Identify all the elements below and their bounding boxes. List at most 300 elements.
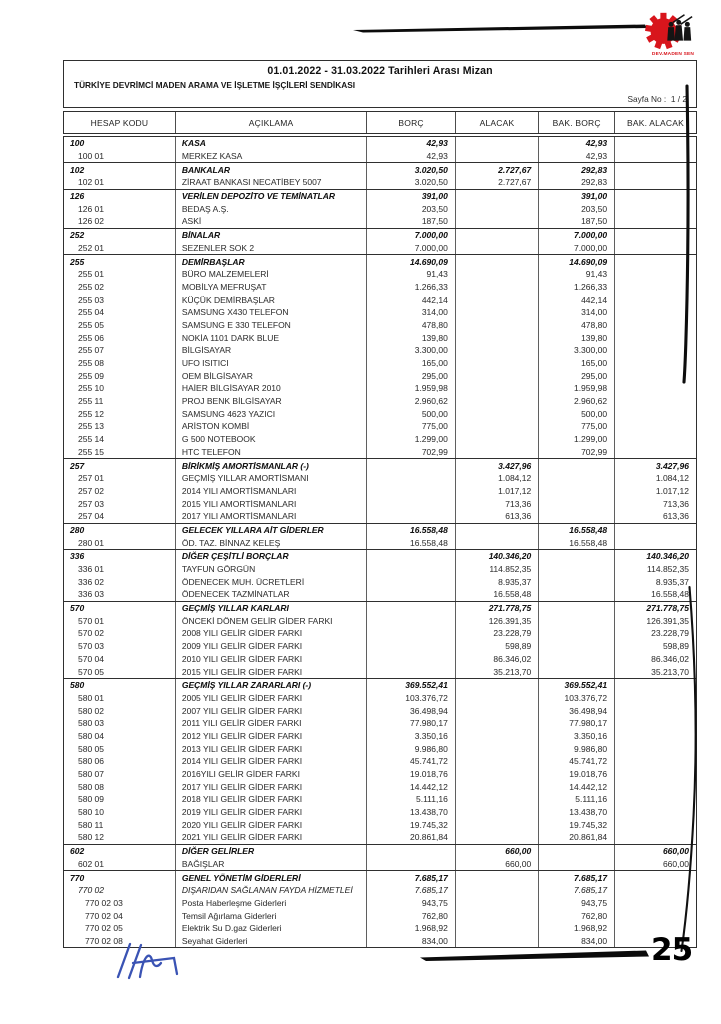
cell-account-code: 570 xyxy=(64,602,176,615)
cell-account-code: 336 02 xyxy=(64,575,176,588)
account-group xyxy=(64,678,696,844)
cell-description: 2021 YILI GELİR GİDER FARKI xyxy=(176,831,367,844)
cell-description: 2005 YILI GELİR GİDER FARKI xyxy=(176,692,367,705)
cell-borc: 943,75 xyxy=(367,897,455,910)
table-row xyxy=(64,459,696,472)
cell-alacak xyxy=(456,268,539,281)
cell-alacak xyxy=(456,780,539,793)
cell-borc xyxy=(367,485,455,498)
cell-alacak xyxy=(456,202,539,215)
cell-bak-alacak xyxy=(615,331,696,344)
cell-borc: 391,00 xyxy=(367,190,455,203)
cell-account-code: 770 xyxy=(64,871,176,884)
cell-description: Temsil Ağırlama Giderleri xyxy=(176,909,367,922)
cell-alacak: 2.727,67 xyxy=(456,176,539,189)
cell-bak-borc: 14.442,12 xyxy=(539,780,615,793)
cell-bak-borc: 702,99 xyxy=(539,446,615,459)
table-row xyxy=(64,536,696,549)
cell-alacak xyxy=(456,407,539,420)
cell-borc xyxy=(367,845,455,858)
cell-bak-borc: 3.300,00 xyxy=(539,344,615,357)
cell-description: SAMSUNG E 330 TELEFON xyxy=(176,319,367,332)
cell-borc: 9.986,80 xyxy=(367,742,455,755)
cell-bak-borc: 1.959,98 xyxy=(539,382,615,395)
cell-account-code: 580 05 xyxy=(64,742,176,755)
cell-alacak: 8.935,37 xyxy=(456,575,539,588)
cell-bak-borc: 478,80 xyxy=(539,319,615,332)
table-row xyxy=(64,640,696,653)
table-row xyxy=(64,755,696,768)
cell-account-code: 102 xyxy=(64,163,176,176)
cell-bak-borc xyxy=(539,602,615,615)
cell-borc: 7.685,17 xyxy=(367,871,455,884)
cell-bak-alacak xyxy=(615,884,696,897)
cell-description: ÖNCEKİ DÖNEM GELİR GİDER FARKI xyxy=(176,614,367,627)
cell-bak-borc: 139,80 xyxy=(539,331,615,344)
cell-alacak: 1.084,12 xyxy=(456,472,539,485)
cell-alacak: 598,89 xyxy=(456,640,539,653)
account-group xyxy=(64,549,696,601)
cell-description: BAĞIŞLAR xyxy=(176,858,367,871)
cell-bak-alacak xyxy=(615,717,696,730)
cell-bak-borc: 292,83 xyxy=(539,163,615,176)
cell-alacak xyxy=(456,755,539,768)
cell-bak-alacak xyxy=(615,202,696,215)
cell-alacak xyxy=(456,242,539,255)
cell-account-code: 602 01 xyxy=(64,858,176,871)
cell-bak-borc: 7.000,00 xyxy=(539,229,615,242)
table-row xyxy=(64,614,696,627)
cell-bak-alacak xyxy=(615,420,696,433)
table-row xyxy=(64,510,696,523)
table-row xyxy=(64,281,696,294)
cell-account-code: 280 xyxy=(64,524,176,537)
table-row xyxy=(64,858,696,871)
cell-alacak xyxy=(456,730,539,743)
cell-bak-alacak xyxy=(615,395,696,408)
cell-bak-alacak: 16.558,48 xyxy=(651,589,689,600)
table-row xyxy=(64,665,696,678)
table-row xyxy=(64,742,696,755)
cell-account-code: 257 01 xyxy=(64,472,176,485)
cell-bak-alacak: 1.017,12 xyxy=(655,485,689,496)
cell-bak-alacak xyxy=(615,897,696,910)
cell-description: 2014 YILI AMORTİSMANLARI xyxy=(176,485,367,498)
cell-alacak: 3.427,96 xyxy=(456,459,539,472)
cell-borc xyxy=(367,575,455,588)
cell-bak-alacak xyxy=(615,137,696,150)
table-row xyxy=(64,382,696,395)
cell-account-code: 770 02 03 xyxy=(64,897,176,910)
cell-borc: 139,80 xyxy=(367,331,455,344)
scan-line-bottom xyxy=(418,948,658,964)
cell-borc: 7.000,00 xyxy=(367,242,455,255)
cell-bak-alacak xyxy=(615,176,696,189)
cell-bak-alacak xyxy=(615,293,696,306)
cell-bak-alacak xyxy=(615,831,696,844)
cell-bak-borc xyxy=(539,563,615,576)
cell-bak-alacak: 660,00 xyxy=(662,846,689,857)
cell-account-code: 770 02 04 xyxy=(64,909,176,922)
cell-borc: 500,00 xyxy=(367,407,455,420)
union-logo xyxy=(644,9,702,57)
cell-description: SAMSUNG X430 TELEFON xyxy=(176,306,367,319)
table-row xyxy=(64,653,696,666)
cell-description: 2015 YILI GELİR GİDER FARKI xyxy=(176,665,367,678)
cell-bak-borc: 314,00 xyxy=(539,306,615,319)
cell-bak-borc xyxy=(539,845,615,858)
cell-bak-alacak xyxy=(615,909,696,922)
cell-bak-borc: 442,14 xyxy=(539,293,615,306)
cell-alacak: 23.228,79 xyxy=(456,627,539,640)
cell-bak-borc xyxy=(539,588,615,601)
cell-alacak xyxy=(456,150,539,163)
cell-borc: 165,00 xyxy=(367,357,455,370)
cell-bak-borc xyxy=(539,627,615,640)
cell-bak-alacak xyxy=(615,742,696,755)
account-group xyxy=(64,458,696,522)
cell-bak-alacak xyxy=(615,229,696,242)
cell-bak-alacak: 23.228,79 xyxy=(651,628,689,639)
cell-bak-borc: 3.350,16 xyxy=(539,730,615,743)
cell-bak-alacak xyxy=(615,319,696,332)
cell-bak-alacak: 598,89 xyxy=(662,641,689,652)
cell-bak-alacak: 140.346,20 xyxy=(646,551,689,562)
cell-borc: 42,93 xyxy=(367,150,455,163)
cell-borc: 2.960,62 xyxy=(367,395,455,408)
table-row xyxy=(64,717,696,730)
cell-description: ARİSTON KOMBİ xyxy=(176,420,367,433)
cell-bak-alacak xyxy=(615,255,696,268)
cell-borc: 91,43 xyxy=(367,268,455,281)
cell-account-code: 255 14 xyxy=(64,433,176,446)
cell-account-code: 580 01 xyxy=(64,692,176,705)
cell-borc xyxy=(367,550,455,563)
cell-description: 2016YILI GELİR GİDER FARKI xyxy=(176,768,367,781)
cell-account-code: 580 06 xyxy=(64,755,176,768)
cell-account-code: 255 06 xyxy=(64,331,176,344)
cell-bak-alacak xyxy=(615,242,696,255)
account-group xyxy=(64,844,696,870)
col-aciklama: AÇIKLAMA xyxy=(176,112,367,133)
cell-bak-borc: 391,00 xyxy=(539,190,615,203)
table-header xyxy=(63,111,697,134)
table-row xyxy=(64,692,696,705)
cell-account-code: 770 02 05 xyxy=(64,922,176,935)
table-row xyxy=(64,627,696,640)
cell-borc: 187,50 xyxy=(367,215,455,228)
cell-alacak xyxy=(456,704,539,717)
col-borc: BORÇ xyxy=(367,112,455,133)
organization-name: TÜRKİYE DEVRİMCİ MADEN ARAMA VE İŞLETME İŞÇİLERİ SENDİKASI xyxy=(74,80,356,90)
table-row xyxy=(64,319,696,332)
table-row xyxy=(64,679,696,692)
cell-alacak: 613,36 xyxy=(456,510,539,523)
cell-alacak: 2.727,67 xyxy=(456,163,539,176)
cell-borc: 14.442,12 xyxy=(367,780,455,793)
cell-description: ASKİ xyxy=(176,215,367,228)
table-row xyxy=(64,922,696,935)
cell-bak-borc: 13.438,70 xyxy=(539,806,615,819)
cell-bak-borc: 775,00 xyxy=(539,420,615,433)
cell-description: DİĞER GELİRLER xyxy=(176,845,367,858)
cell-alacak: 660,00 xyxy=(456,858,539,871)
table-row xyxy=(64,575,696,588)
cell-account-code: 255 07 xyxy=(64,344,176,357)
cell-bak-borc xyxy=(539,653,615,666)
cell-description: 2010 YILI GELİR GİDER FARKI xyxy=(176,653,367,666)
cell-bak-alacak xyxy=(615,524,696,537)
cell-bak-alacak xyxy=(615,215,696,228)
table-row xyxy=(64,472,696,485)
cell-account-code: 257 04 xyxy=(64,510,176,523)
cell-bak-alacak xyxy=(615,163,696,176)
cell-bak-alacak xyxy=(615,768,696,781)
cell-description: 2014 YILI GELİR GİDER FARKI xyxy=(176,755,367,768)
cell-bak-alacak xyxy=(615,150,696,163)
table-row xyxy=(64,202,696,215)
table-row xyxy=(64,369,696,382)
table-row xyxy=(64,433,696,446)
cell-alacak xyxy=(456,319,539,332)
cell-alacak xyxy=(456,357,539,370)
cell-borc: 13.438,70 xyxy=(367,806,455,819)
cell-alacak: 16.558,48 xyxy=(456,588,539,601)
cell-account-code: 580 12 xyxy=(64,831,176,844)
cell-account-code: 257 xyxy=(64,459,176,472)
cell-bak-borc xyxy=(539,472,615,485)
cell-alacak xyxy=(456,793,539,806)
cell-borc xyxy=(367,459,455,472)
cell-bak-alacak xyxy=(615,433,696,446)
col-alacak: ALACAK xyxy=(456,112,539,133)
cell-description: GELECEK YILLARA AİT GİDERLER xyxy=(176,524,367,537)
cell-account-code: 255 13 xyxy=(64,420,176,433)
cell-borc xyxy=(367,858,455,871)
cell-bak-borc: 5.111,16 xyxy=(539,793,615,806)
cell-description: BİRİKMİŞ AMORTİSMANLAR (-) xyxy=(176,459,367,472)
cell-account-code: 126 02 xyxy=(64,215,176,228)
col-hesap-kodu: HESAP KODU xyxy=(64,112,176,133)
cell-bak-borc: 165,00 xyxy=(539,357,615,370)
cell-description: OEM BİLGİSAYAR xyxy=(176,369,367,382)
cell-description: BANKALAR xyxy=(176,163,367,176)
cell-bak-borc: 36.498,94 xyxy=(539,704,615,717)
table-row xyxy=(64,831,696,844)
cell-description: 2011 YILI GELİR GİDER FARKI xyxy=(176,717,367,730)
cell-bak-borc: 19.745,32 xyxy=(539,818,615,831)
table-row xyxy=(64,306,696,319)
cell-bak-borc: 91,43 xyxy=(539,268,615,281)
cell-borc: 19.745,32 xyxy=(367,818,455,831)
cell-bak-borc: 187,50 xyxy=(539,215,615,228)
cell-alacak: 713,36 xyxy=(456,497,539,510)
cell-bak-alacak xyxy=(615,730,696,743)
cell-bak-alacak xyxy=(615,190,696,203)
cell-bak-alacak: 3.427,96 xyxy=(655,460,689,471)
cell-description: GEÇMİŞ YILLAR ZARARLARI (-) xyxy=(176,679,367,692)
cell-account-code: 255 05 xyxy=(64,319,176,332)
table-row xyxy=(64,293,696,306)
cell-account-code: 126 01 xyxy=(64,202,176,215)
table-row xyxy=(64,150,696,163)
cell-description: PROJ BENK BİLGİSAYAR xyxy=(176,395,367,408)
cell-account-code: 257 02 xyxy=(64,485,176,498)
table-row xyxy=(64,190,696,203)
cell-account-code: 580 03 xyxy=(64,717,176,730)
table-row xyxy=(64,602,696,615)
cell-bak-borc xyxy=(539,459,615,472)
cell-description: GEÇMİŞ YILLAR KARLARI xyxy=(176,602,367,615)
table-row xyxy=(64,806,696,819)
table-row xyxy=(64,780,696,793)
cell-account-code: 257 03 xyxy=(64,497,176,510)
cell-bak-borc: 369.552,41 xyxy=(539,679,615,692)
table-row xyxy=(64,884,696,897)
cell-bak-alacak: 114.852,35 xyxy=(647,564,689,575)
scan-line-top xyxy=(353,23,655,35)
cell-account-code: 770 02 08 xyxy=(64,935,176,948)
cell-borc: 16.558,48 xyxy=(367,524,455,537)
cell-description: Seyahat Giderleri xyxy=(176,935,367,948)
cell-bak-alacak: 713,36 xyxy=(662,498,689,509)
account-group xyxy=(64,254,696,458)
cell-description: TAYFUN GÖRGÜN xyxy=(176,563,367,576)
cell-bak-borc: 1.266,33 xyxy=(539,281,615,294)
table-row xyxy=(64,897,696,910)
table-row xyxy=(64,909,696,922)
cell-bak-borc: 77.980,17 xyxy=(539,717,615,730)
cell-alacak: 1.017,12 xyxy=(456,485,539,498)
table-row xyxy=(64,395,696,408)
cell-bak-borc xyxy=(539,510,615,523)
cell-bak-borc: 292,83 xyxy=(539,176,615,189)
cell-description: ZİRAAT BANKASI NECATİBEY 5007 xyxy=(176,176,367,189)
account-group xyxy=(64,523,696,549)
table-row xyxy=(64,563,696,576)
cell-borc: 1.959,98 xyxy=(367,382,455,395)
cell-account-code: 255 04 xyxy=(64,306,176,319)
cell-borc xyxy=(367,510,455,523)
cell-bak-alacak: 126.391,35 xyxy=(646,615,689,626)
table-row xyxy=(64,524,696,537)
cell-bak-alacak: 35.213,70 xyxy=(651,666,689,677)
cell-description: 2009 YILI GELİR GİDER FARKI xyxy=(176,640,367,653)
cell-borc: 1.266,33 xyxy=(367,281,455,294)
cell-alacak xyxy=(456,395,539,408)
cell-bak-borc: 42,93 xyxy=(539,137,615,150)
cell-alacak xyxy=(456,524,539,537)
cell-bak-borc: 943,75 xyxy=(539,897,615,910)
cell-account-code: 255 12 xyxy=(64,407,176,420)
cell-alacak xyxy=(456,818,539,831)
cell-account-code: 100 01 xyxy=(64,150,176,163)
cell-borc: 3.020,50 xyxy=(367,163,455,176)
account-group xyxy=(64,162,696,188)
cell-alacak: 86.346,02 xyxy=(456,653,539,666)
page-number: 25 xyxy=(651,932,693,968)
cell-bak-borc xyxy=(539,485,615,498)
cell-account-code: 255 03 xyxy=(64,293,176,306)
cell-borc: 19.018,76 xyxy=(367,768,455,781)
cell-borc: 369.552,41 xyxy=(367,679,455,692)
cell-bak-borc: 14.690,09 xyxy=(539,255,615,268)
cell-account-code: 255 01 xyxy=(64,268,176,281)
cell-bak-borc: 16.558,48 xyxy=(539,536,615,549)
cell-alacak xyxy=(456,679,539,692)
cell-description: 2018 YILI GELİR GİDER FARKI xyxy=(176,793,367,806)
cell-alacak xyxy=(456,137,539,150)
cell-bak-alacak xyxy=(615,806,696,819)
cell-borc: 5.111,16 xyxy=(367,793,455,806)
cell-account-code: 336 03 xyxy=(64,588,176,601)
cell-bak-alacak xyxy=(615,818,696,831)
cell-alacak xyxy=(456,255,539,268)
cell-account-code: 580 10 xyxy=(64,806,176,819)
cell-description: G 500 NOTEBOOK xyxy=(176,433,367,446)
cell-alacak: 114.852,35 xyxy=(456,563,539,576)
cell-borc: 314,00 xyxy=(367,306,455,319)
cell-borc xyxy=(367,665,455,678)
cell-bak-borc: 45.741,72 xyxy=(539,755,615,768)
cell-bak-alacak xyxy=(615,679,696,692)
cell-alacak xyxy=(456,215,539,228)
cell-alacak xyxy=(456,281,539,294)
cell-account-code: 580 02 xyxy=(64,704,176,717)
cell-account-code: 255 10 xyxy=(64,382,176,395)
cell-bak-alacak: 1.084,12 xyxy=(655,473,689,484)
cell-description: 2020 YILI GELİR GİDER FARKI xyxy=(176,818,367,831)
cell-description: MOBİLYA MEFRUŞAT xyxy=(176,281,367,294)
cell-account-code: 770 02 xyxy=(64,884,176,897)
table-row xyxy=(64,935,696,948)
table-row xyxy=(64,497,696,510)
cell-borc: 1.299,00 xyxy=(367,433,455,446)
table-row xyxy=(64,871,696,884)
cell-account-code: 255 09 xyxy=(64,369,176,382)
table-row xyxy=(64,229,696,242)
cell-description: 2015 YILI AMORTİSMANLARI xyxy=(176,497,367,510)
table-row xyxy=(64,407,696,420)
account-group xyxy=(64,189,696,228)
report-title: 01.01.2022 - 31.03.2022 Tarihleri Arası Mizan xyxy=(267,65,493,77)
cell-borc: 1.968,92 xyxy=(367,922,455,935)
table-row xyxy=(64,845,696,858)
cell-alacak xyxy=(456,446,539,459)
account-group xyxy=(64,870,696,948)
cell-alacak xyxy=(456,897,539,910)
cell-borc: 20.861,84 xyxy=(367,831,455,844)
cell-account-code: 602 xyxy=(64,845,176,858)
cell-description: BEDAŞ A.Ş. xyxy=(176,202,367,215)
cell-description: Elektrik Su D.gaz Giderleri xyxy=(176,922,367,935)
cell-description: 2013 YILI GELİR GİDER FARKI xyxy=(176,742,367,755)
cell-description: MERKEZ KASA xyxy=(176,150,367,163)
table-row xyxy=(64,446,696,459)
cell-bak-borc: 42,93 xyxy=(539,150,615,163)
cell-alacak xyxy=(456,331,539,344)
cell-borc: 442,14 xyxy=(367,293,455,306)
account-group xyxy=(64,136,696,162)
table-row xyxy=(64,818,696,831)
cell-borc: 3.020,50 xyxy=(367,176,455,189)
cell-borc: 478,80 xyxy=(367,319,455,332)
cell-account-code: 570 01 xyxy=(64,614,176,627)
cell-description: KÜÇÜK DEMİRBAŞLAR xyxy=(176,293,367,306)
cell-bak-alacak xyxy=(615,344,696,357)
cell-account-code: 580 04 xyxy=(64,730,176,743)
cell-description: ÖD. TAZ. BİNNAZ KELEŞ xyxy=(176,536,367,549)
